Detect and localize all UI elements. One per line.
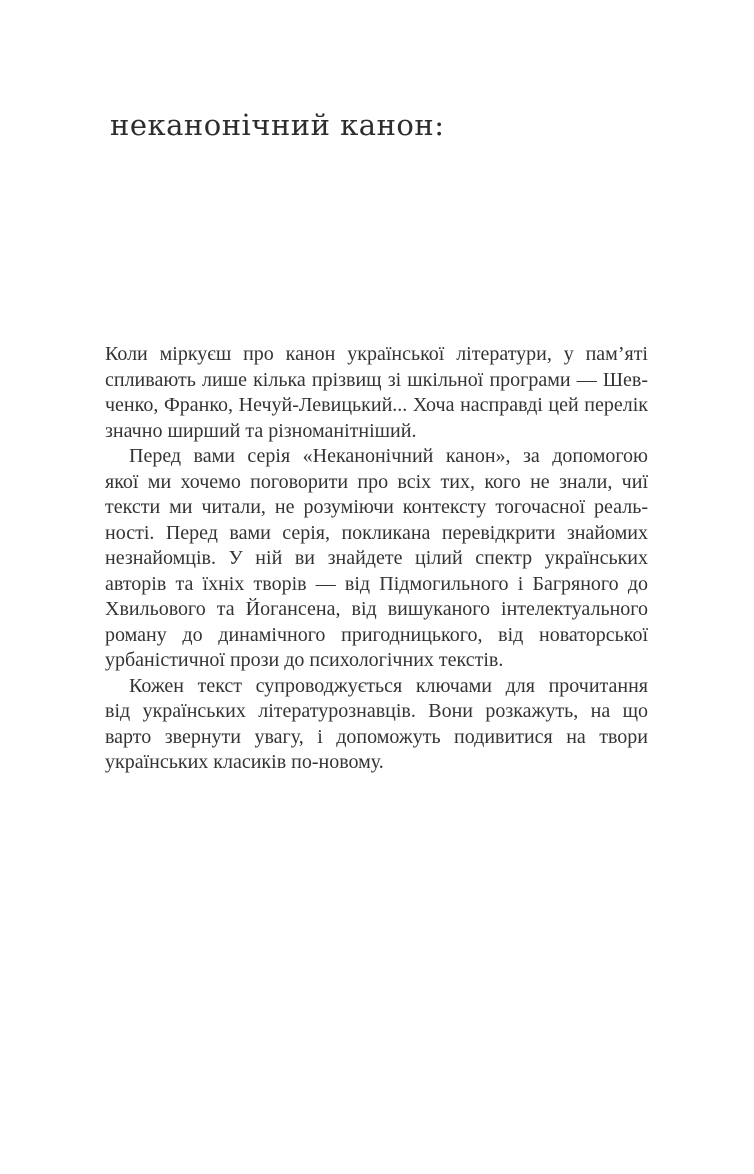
text-line: Коли міркуєш про канон української літератури, у пам’яті	[105, 343, 648, 365]
text-line: урбаністичної прози до психологічних текстів.	[105, 649, 504, 671]
text-line: Кожен текст супроводжується ключами для прочитання	[129, 674, 648, 697]
text-line: ності. Перед вами серія, покликана перевідкрити знайомих	[105, 521, 648, 544]
body-text	[105, 342, 648, 776]
text-line: спливають лише кілька прізвищ зі шкільної програми — Шев-	[105, 368, 648, 391]
text-line: варто звернути увагу, і допоможуть подивитися на твори	[105, 725, 648, 748]
text-line: українських класиків по-новому.	[105, 751, 384, 773]
text-line: значно ширший та різноманітніший.	[105, 419, 417, 442]
text-line: якої ми хочемо поговорити про всіх тих, кого не знали, чиї	[105, 470, 648, 493]
chapter-heading: неканонічний канон:	[110, 108, 445, 142]
text-line: ченко, Франко, Нечуй-Левицький... Хоча насправді цей перелік	[105, 394, 648, 416]
text-line: незнайомців. У ній ви знайдете цілий спектр українських	[105, 547, 648, 569]
text-line: від українських літературознавців. Вони розкажуть, на що	[105, 700, 648, 722]
text-line: роману до динамічного пригодницького, від новаторської	[105, 623, 648, 646]
text-line: тексти ми читали, не розуміючи контексту тогочасної реаль-	[105, 496, 648, 518]
text-line: Перед вами серія «Неканонічний канон», за допомогою	[129, 445, 648, 467]
text-line: авторів та їхніх творів — від Підмогильного і Багряного до	[105, 572, 648, 595]
text-line: Хвильового та Йогансена, від вишуканого інтелектуального	[105, 598, 648, 620]
